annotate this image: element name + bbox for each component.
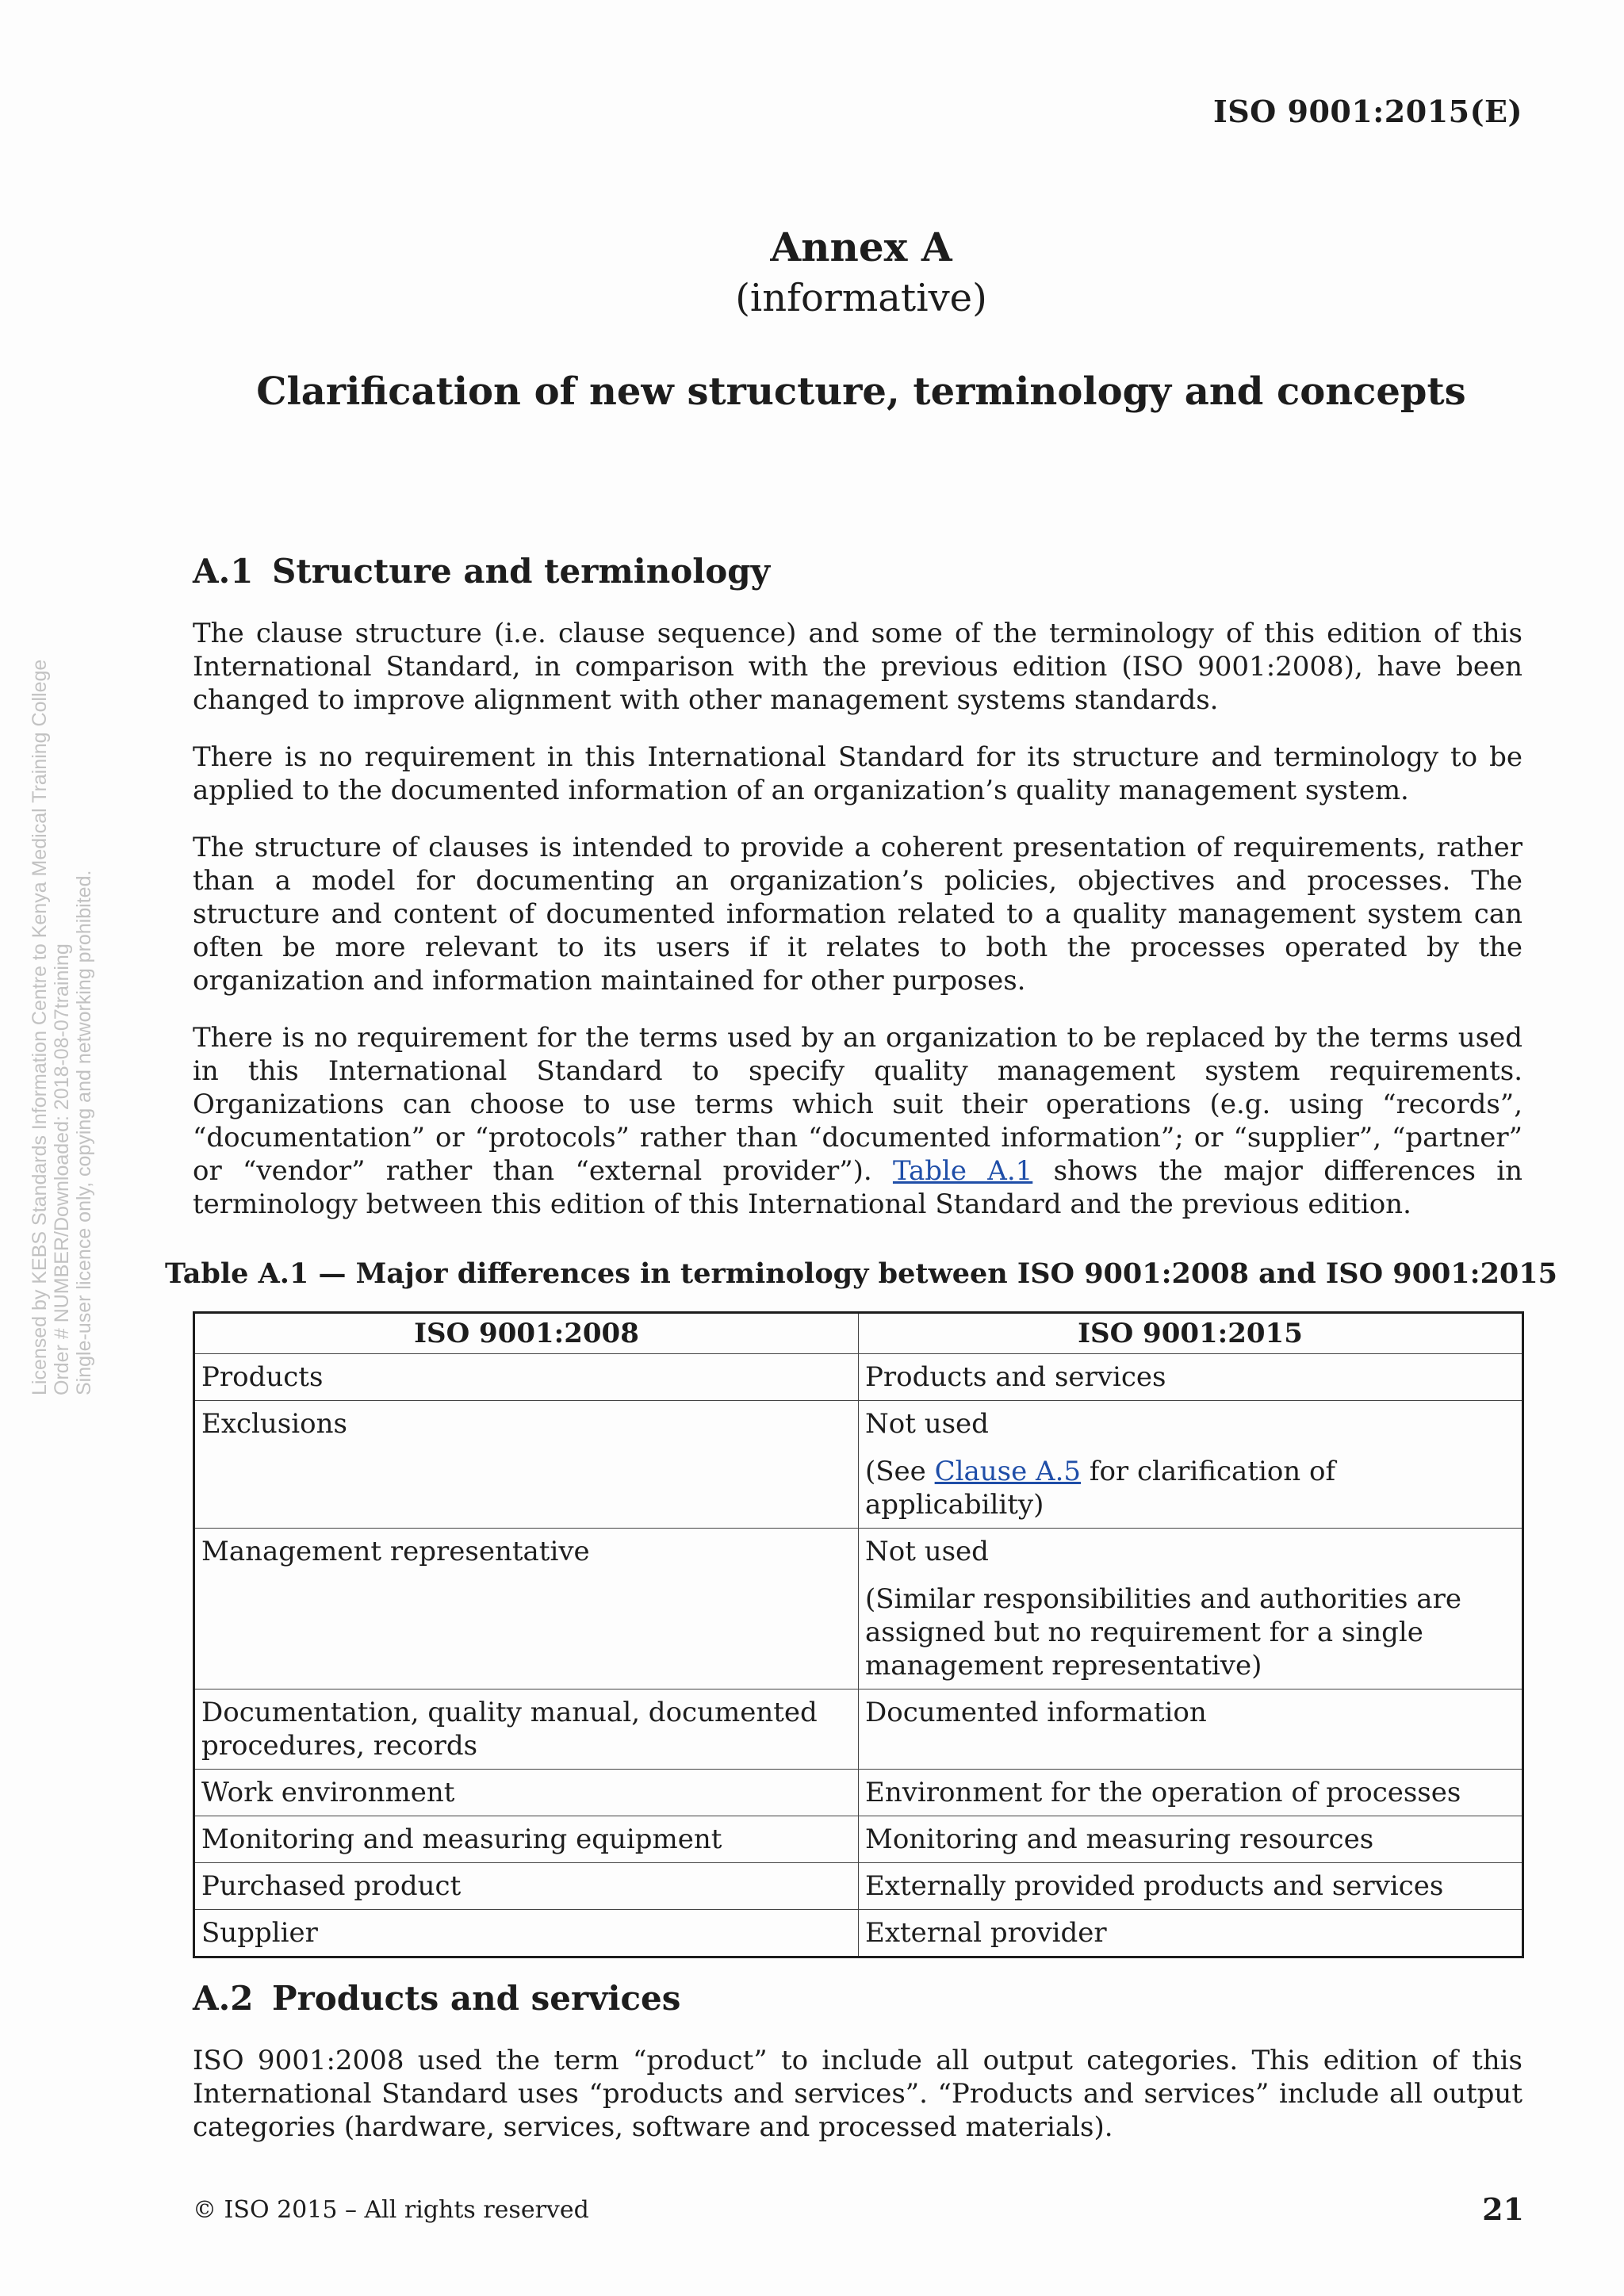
table-cell [859, 1401, 1523, 1529]
annex-subtitle: (informative) [735, 276, 987, 320]
terminology-table [193, 1311, 1524, 1958]
table-row [194, 1770, 1523, 1816]
table-row [194, 1863, 1523, 1910]
paragraph-text: There is no requirement for the terms used by an organization to be replaced by the terms used in this International Standard to specify quality management system requirements. Organizations can choose to use terms which suit their operations (e.g. using “records”, “documentation” or “protocols” rather than “documented information”; or “supplier”, “partner” or “vendor” rather than “external provider”). [193, 1022, 1522, 1187]
section-heading-a2 [193, 1979, 680, 2018]
table-caption: Table A.1 — Major differences in terminology between ISO 9001:2008 and ISO 9001:2015 [165, 1257, 1557, 1290]
table-cell: Monitoring and measuring resources [859, 1816, 1523, 1863]
page-number: 21 [1482, 2191, 1524, 2227]
copyright-notice: © ISO 2015 – All rights reserved [193, 2196, 589, 2224]
paragraph: There is no requirement in this International Standard for its structure and terminology to be applied to the documented information of an organization’s quality management system. [193, 741, 1522, 806]
table-a1-link[interactable]: Table A.1 [892, 1155, 1033, 1187]
watermark-line: Single-user licence only, copying and networking prohibited. [73, 870, 95, 1395]
table-cell: Externally provided products and services [859, 1863, 1523, 1910]
clause-a5-link[interactable]: Clause A.5 [934, 1456, 1082, 1487]
note-text: for clarification of applicability) [865, 1456, 1336, 1521]
document-code: ISO 9001:2015(E) [1212, 94, 1522, 129]
paragraph: The structure of clauses is intended to provide a coherent presentation of requirements, rather than a model for documenting an organization’s policies, objectives and processes. The structure and content of documented information related to a quality management system can often be more relevant to its users if it relates to both the processes operated by the organization and information maintained for other purposes. [193, 832, 1522, 997]
column-header: ISO 9001:2015 [859, 1313, 1523, 1354]
section-title: Products and services [272, 1979, 681, 2018]
section-number: A.1 [193, 552, 254, 591]
table-cell: External provider [859, 1910, 1523, 1957]
table-cell: Management representative [194, 1529, 859, 1689]
paragraph: The clause structure (i.e. clause sequence) and some of the terminology of this edition of this International Standard, in comparison with the previous edition (ISO 9001:2008), have been changed to improve alignment with other management systems standards. [193, 618, 1522, 716]
table-cell: Documentation, quality manual, documented procedures, records [194, 1689, 859, 1770]
table-cell: Work environment [194, 1770, 859, 1816]
table-row [194, 1816, 1523, 1863]
table-row [194, 1910, 1523, 1957]
section-a2-body [193, 2044, 1522, 2168]
table-row [194, 1689, 1523, 1770]
section-title: Structure and terminology [272, 552, 771, 591]
section-a1-body [193, 617, 1522, 1245]
table-cell: Products and services [859, 1354, 1523, 1401]
watermark-line: Licensed by KEBS Standards Information Centre to Kenya Medical Training College [29, 659, 51, 1395]
paragraph-text: shows the major differences in terminology between this edition of this International Standard and the previous edition. [193, 1155, 1523, 1220]
table-cell: Products [194, 1354, 859, 1401]
annex-title: Annex A [770, 224, 952, 270]
section-number: A.2 [193, 1979, 254, 2018]
table-cell: Purchased product [194, 1863, 859, 1910]
column-header: ISO 9001:2008 [194, 1313, 859, 1354]
watermark-line: Order # NUMBER/Downloaded: 2018-08-07training [51, 943, 73, 1395]
paragraph: ISO 9001:2008 used the term “product” to include all output categories. This edition of this International Standard uses “products and services”. “Products and services” include all output categories (hardware, services, software and processed materials). [193, 2045, 1522, 2143]
section-heading-a1 [193, 552, 770, 591]
table-row [194, 1529, 1523, 1689]
table-header-row [194, 1313, 1523, 1354]
table-cell: Environment for the operation of processes [859, 1770, 1523, 1816]
note-text: (See [865, 1456, 926, 1487]
table-cell: Documented information [859, 1689, 1523, 1770]
table-row [194, 1401, 1523, 1529]
table-row [194, 1354, 1523, 1401]
table-cell [859, 1529, 1523, 1689]
cell-note [865, 1455, 1515, 1521]
table-cell: Supplier [194, 1910, 859, 1957]
cell-note: (Similar responsibilities and authorities are assigned but no requirement for a single management representative) [865, 1583, 1461, 1682]
table-cell: Exclusions [194, 1401, 859, 1529]
paragraph [193, 1021, 1522, 1221]
annex-heading: Clarification of new structure, terminology and concepts [256, 369, 1466, 414]
table-cell: Monitoring and measuring equipment [194, 1816, 859, 1863]
cell-text: Not used [865, 1536, 989, 1567]
cell-text: Not used [865, 1408, 989, 1440]
